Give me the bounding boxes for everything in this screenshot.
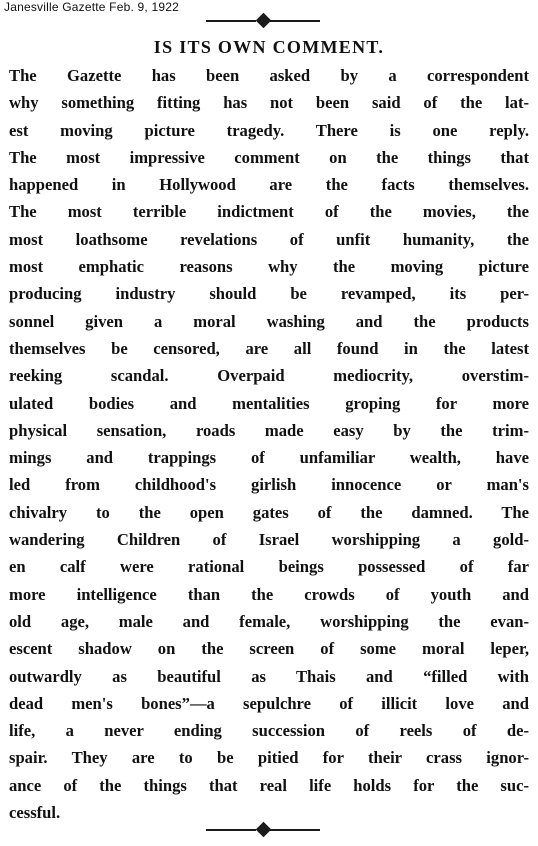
article-line: reeking scandal. Overpaid mediocrity, overstim- (9, 366, 529, 386)
article-line: more intelligence than the crowds of youth and (9, 584, 529, 604)
article-line: chivalry to the open gates of the damned. The (9, 502, 529, 522)
article-line: ulated bodies and mentalities groping for more (9, 393, 529, 413)
article-line: The Gazette has been asked by a correspondent (9, 66, 529, 85)
article-line: wandering Children of Israel worshipping a gold- (9, 530, 529, 550)
article-line: cessful. (9, 803, 61, 823)
article-line: ance of the things that real life holds for the suc- (9, 775, 529, 795)
article-line: most loathsome revelations of unfit humanity, the (9, 229, 529, 249)
article-line: The most impressive comment on the things that (9, 147, 529, 167)
top-rule-right (270, 20, 320, 22)
top-diamond-ornament (256, 13, 272, 29)
article-line: themselves be censored, are all found in the latest (9, 338, 529, 358)
article-line: dead men's bones”—a sepulchre of illicit love and (9, 693, 529, 713)
article-line: physical sensation, roads made easy by the trim- (9, 420, 529, 440)
article-line: sonnel given a moral washing and the products (9, 311, 529, 331)
article-body (9, 62, 529, 826)
top-rule-left (206, 20, 256, 22)
article-line: happened in Hollywood are the facts themselves. (9, 175, 529, 195)
article-line: est moving picture tragedy. There is one reply. (9, 120, 529, 140)
article-line: life, a never ending succession of reels of de- (9, 721, 529, 741)
article-line: most emphatic reasons why the moving picture (9, 257, 529, 277)
masthead: Janesville Gazette Feb. 9, 1922 (4, 0, 179, 14)
article-line: old age, male and female, worshipping the evan- (9, 611, 529, 631)
article-line: The most terrible indictment of the movies, the (9, 202, 529, 222)
bottom-rule-left (206, 829, 256, 831)
article-line: spair. They are to be pitied for their crass ignor- (9, 748, 529, 768)
article-line: led from childhood's girlish innocence or man's (9, 475, 529, 495)
article-line: en calf were rational beings possessed of far (9, 557, 529, 577)
article-line: mings and trappings of unfamiliar wealth, have (9, 448, 529, 468)
article-line: outwardly as beautiful as Thais and “filled with (9, 666, 529, 686)
article-line: escent shadow on the screen of some moral leper, (9, 639, 529, 659)
headline: IS ITS OWN COMMENT. (153, 37, 385, 57)
article-line: producing industry should be revamped, its per- (9, 284, 529, 304)
article-line: why something fitting has not been said of the lat- (9, 93, 529, 113)
bottom-rule-right (270, 829, 320, 831)
